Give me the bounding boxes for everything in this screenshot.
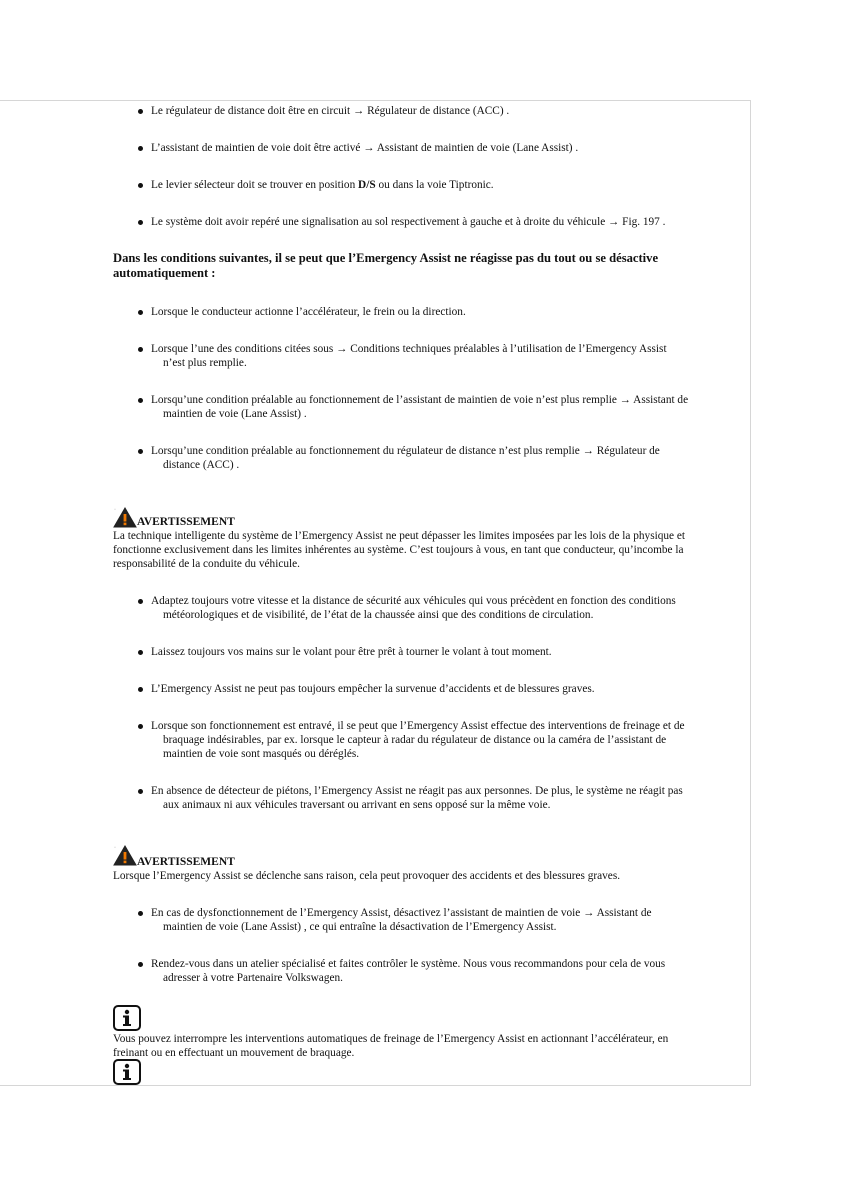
list-item: [151, 906, 741, 934]
warning-text-line: fonctionne exclusivement dans les limites inhérentes au système. C’est toujours à vous, en tant que conducteur, qu’incombe la: [113, 544, 684, 556]
list-item: [151, 645, 741, 659]
section-heading: Dans les conditions suivantes, il se peut que l’Emergency Assist ne réagisse pas du tout ou se désactive automatiquement :: [113, 251, 659, 280]
bullet: [138, 789, 143, 794]
bullet: [138, 650, 143, 655]
bullet: [138, 724, 143, 729]
list-item-text: L’assistant de maintien de voie doit être activé → Assistant de maintien de voie (Lane Assist) .: [151, 142, 579, 154]
bullet: [138, 449, 143, 454]
list-item-line: Laissez toujours vos mains sur le volant pour être prêt à tourner le volant à tout moment.: [151, 646, 552, 658]
anchor-mark: ·: [114, 845, 116, 851]
list-item-line: L’Emergency Assist ne peut pas toujours empêcher la survenue d’accidents et de blessures graves.: [151, 683, 595, 695]
list-item-line: maintien de voie (Lane Assist) , ce qui entraîne la désactivation de l’Emergency Assist.: [163, 921, 557, 933]
list-item: [151, 444, 741, 472]
note-text-line: Vous pouvez interrompre les interventions automatiques de freinage de l’Emergency Assist en actionnant l’accélérateur, en: [113, 1033, 669, 1045]
list-item-text-post: ou dans la voie Tiptronic.: [375, 179, 494, 191]
list-item: [151, 215, 741, 229]
list-item-line: Lorsqu’une condition préalable au fonctionnement de l’assistant de maintien de voie n’est plus remplie → Assistant de: [151, 394, 689, 406]
list-item: [151, 682, 741, 696]
list-item-line: Adaptez toujours votre vitesse et la distance de sécurité aux véhicules qui vous précèdent en fonction des conditions: [151, 595, 676, 607]
warning-icon: [113, 507, 137, 528]
note-text-line: freinant ou en effectuant un mouvement de braquage.: [113, 1047, 355, 1059]
info-icon: [113, 1005, 141, 1031]
warning-text: Lorsque l’Emergency Assist se déclenche sans raison, cela peut provoquer des accidents et des blessures graves.: [113, 870, 621, 882]
list-item-text: Lorsque le conducteur actionne l’accélérateur, le frein ou la direction.: [151, 306, 466, 318]
list-item: [151, 141, 741, 155]
list-item-text: Le système doit avoir repéré une signalisation au sol respectivement à gauche et à droite du véhicule → Fig. 197 .: [151, 216, 666, 228]
page-frame: [0, 100, 751, 1086]
list-item-line: braquage indésirables, par ex. lorsque le capteur à radar du régulateur de distance ou la caméra de l’assistant de: [163, 734, 667, 746]
list-item-line: n’est plus remplie.: [163, 357, 247, 369]
list-item: [151, 104, 741, 118]
warning-text-line: La technique intelligente du système de l’Emergency Assist ne peut dépasser les limites imposées par les lois de la physique et: [113, 530, 686, 542]
bullet: [138, 599, 143, 604]
bullet: [138, 911, 143, 916]
list-item-line: météorologiques et de visibilité, de l’état de la chaussée ainsi que des conditions de circulation.: [163, 609, 594, 621]
list-item-line: distance (ACC) .: [163, 459, 240, 471]
list-item: [151, 305, 741, 319]
list-item-line: Rendez-vous dans un atelier spécialisé et faites contrôler le système. Nous vous recommandons pour cela de vous: [151, 958, 666, 970]
bullet: [138, 347, 143, 352]
bullet: [138, 310, 143, 315]
selector-position: D/S: [358, 179, 376, 191]
list-item-line: Lorsque l’une des conditions citées sous → Conditions techniques préalables à l’utilisation de l’Emergency Assist: [151, 343, 667, 355]
list-item: [151, 719, 741, 761]
list-item-line: En cas de dysfonctionnement de l’Emergency Assist, désactivez l’assistant de maintien de voie → Assistant de: [151, 907, 652, 919]
bullet: [138, 687, 143, 692]
warning-text: [113, 529, 743, 571]
list-item-text-pre: Le levier sélecteur doit se trouver en position: [151, 179, 359, 191]
list-item: [151, 178, 741, 192]
info-icon: [113, 1059, 141, 1085]
list-item: [151, 594, 741, 622]
warning-title: AVERTISSEMENT: [137, 856, 235, 868]
list-item-line: Lorsque son fonctionnement est entravé, il se peut que l’Emergency Assist effectue des interventions de freinage et de: [151, 720, 685, 732]
list-item-line: En absence de détecteur de piétons, l’Emergency Assist ne réagit pas aux personnes. De plus, le système ne réagit pas: [151, 785, 683, 797]
list-item-line: adresser à votre Partenaire Volkswagen.: [163, 972, 343, 984]
warning-text-line: responsabilité de la conduite du véhicule.: [113, 558, 300, 570]
note-text: [113, 1032, 743, 1060]
list-item-text: Le régulateur de distance doit être en circuit → Régulateur de distance (ACC) .: [151, 105, 510, 117]
anchor-mark: ·: [114, 507, 116, 513]
bullet: [138, 109, 143, 114]
warning-title: AVERTISSEMENT: [137, 516, 235, 528]
list-item-line: aux animaux ni aux véhicules traversant ou arrivant en sens opposé sur la même voie.: [163, 799, 551, 811]
bullet: [138, 183, 143, 188]
list-item: [151, 342, 741, 370]
list-item-line: Lorsqu’une condition préalable au fonctionnement du régulateur de distance n’est plus remplie → Régulateur de: [151, 445, 660, 457]
bullet: [138, 962, 143, 967]
list-item: [151, 957, 741, 985]
list-item: [151, 784, 741, 812]
list-item-line: maintien de voie (Lane Assist) .: [163, 408, 307, 420]
bullet: [138, 146, 143, 151]
list-item: [151, 393, 741, 421]
list-item-line: maintien de voie sont masqués ou déréglés.: [163, 748, 360, 760]
warning-icon: [113, 845, 137, 866]
bullet: [138, 220, 143, 225]
bullet: [138, 398, 143, 403]
